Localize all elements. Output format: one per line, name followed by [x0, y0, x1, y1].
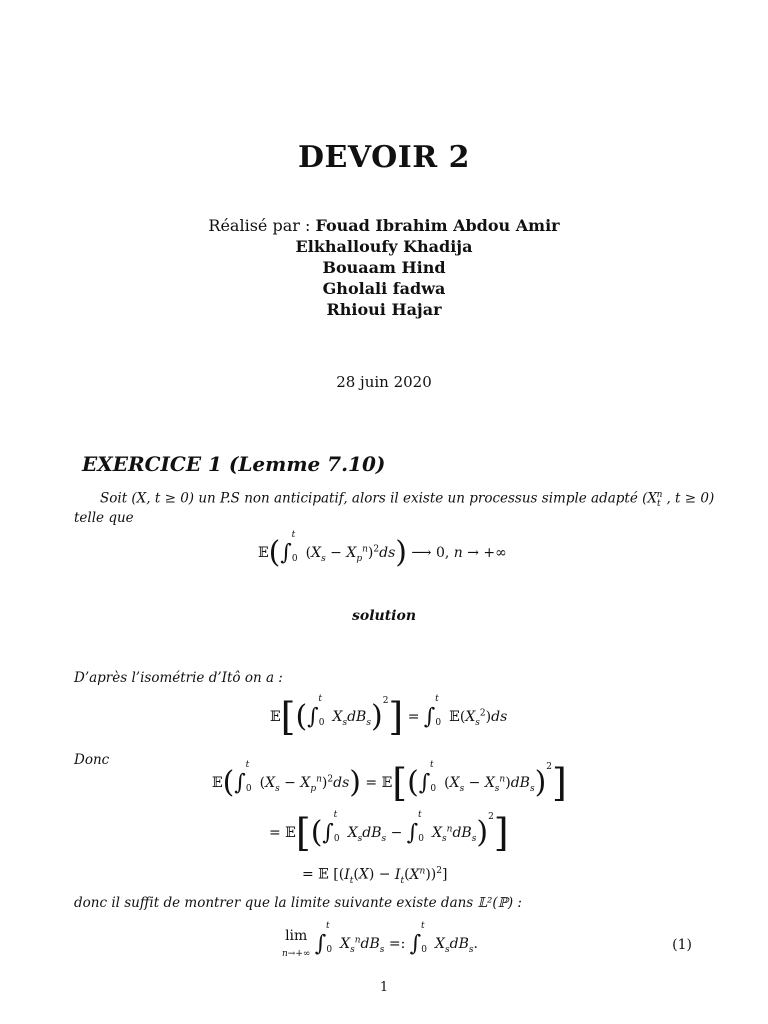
- donc-equation-line-2: = $𝔼[(\int_0^t$ $X_sdB_s - \int_0^t$ $X_s^ndB_s)^2$]: [269, 810, 509, 855]
- author-name: Rhioui Hajar: [326, 300, 442, 319]
- document-date: 28 juin 2020: [336, 373, 432, 391]
- lemma-equation: $𝔼(\int_0^t$ $(X_s - X_p^n)^2ds$) ⟶ 0, n → +∞: [258, 530, 507, 570]
- ito-text: D’après l’isométrie d’Itô on a :: [74, 670, 283, 686]
- solution-label: solution: [351, 608, 417, 624]
- statement-line-1: Soit (X, t ≥ 0) un P.S non anticipatif, alors il existe un processus simple adapté (X: [100, 490, 658, 507]
- page-number: 1: [379, 980, 389, 995]
- author-name: Bouaam Hind: [322, 258, 446, 277]
- statement-text: Soit (X, t ≥ 0) un P.S non anticipatif, alors il existe un processus simple adapté ($X_t^n$ , t ≥ 0): [100, 490, 715, 510]
- ito-equation: $𝔼[(\int_0^t$ $X_sdB_s)^2] = \int_0^t$ $𝔼(X_s^2)ds$: [270, 694, 508, 739]
- statement-line-1-tail: , t ≥ 0): [666, 490, 715, 507]
- authors-block: [0, 216, 768, 319]
- donc-label: Donc: [74, 752, 110, 768]
- donc-equation-line-1: $𝔼(\int_0^t$ $(X_s - X_p^n)^2ds$) = $𝔼[(\int_0^t$ $(X_s - X_s^n)dB_s)^2$]: [212, 760, 567, 805]
- equation-number: (1): [672, 937, 692, 953]
- statement-line-2: telle que: [74, 510, 134, 526]
- document-title: DEVOIR 2: [297, 140, 471, 175]
- authors-prefix: Réalisé par :: [208, 216, 311, 235]
- limit-equation: lim n→+∞ $\int_0^t$ $X_s^ndB_s$ =: $\int_0^t$ $X_sdB_s$.: [282, 921, 478, 959]
- donc-equation-line-3: = 𝔼 $[(I_t(X) - I_t(X^n))^2]$: [302, 866, 448, 886]
- author-name: Gholali fadwa: [322, 279, 446, 298]
- section-heading: EXERCICE 1 (Lemme 7.10): [82, 452, 386, 476]
- author-name: Fouad Ibrahim Abdou Amir: [315, 216, 560, 235]
- conclusion-text: donc il suffit de montrer que la limite suivante existe dans 𝕃²(ℙ) :: [74, 895, 522, 911]
- author-name: Elkhalloufy Khadija: [295, 237, 473, 256]
